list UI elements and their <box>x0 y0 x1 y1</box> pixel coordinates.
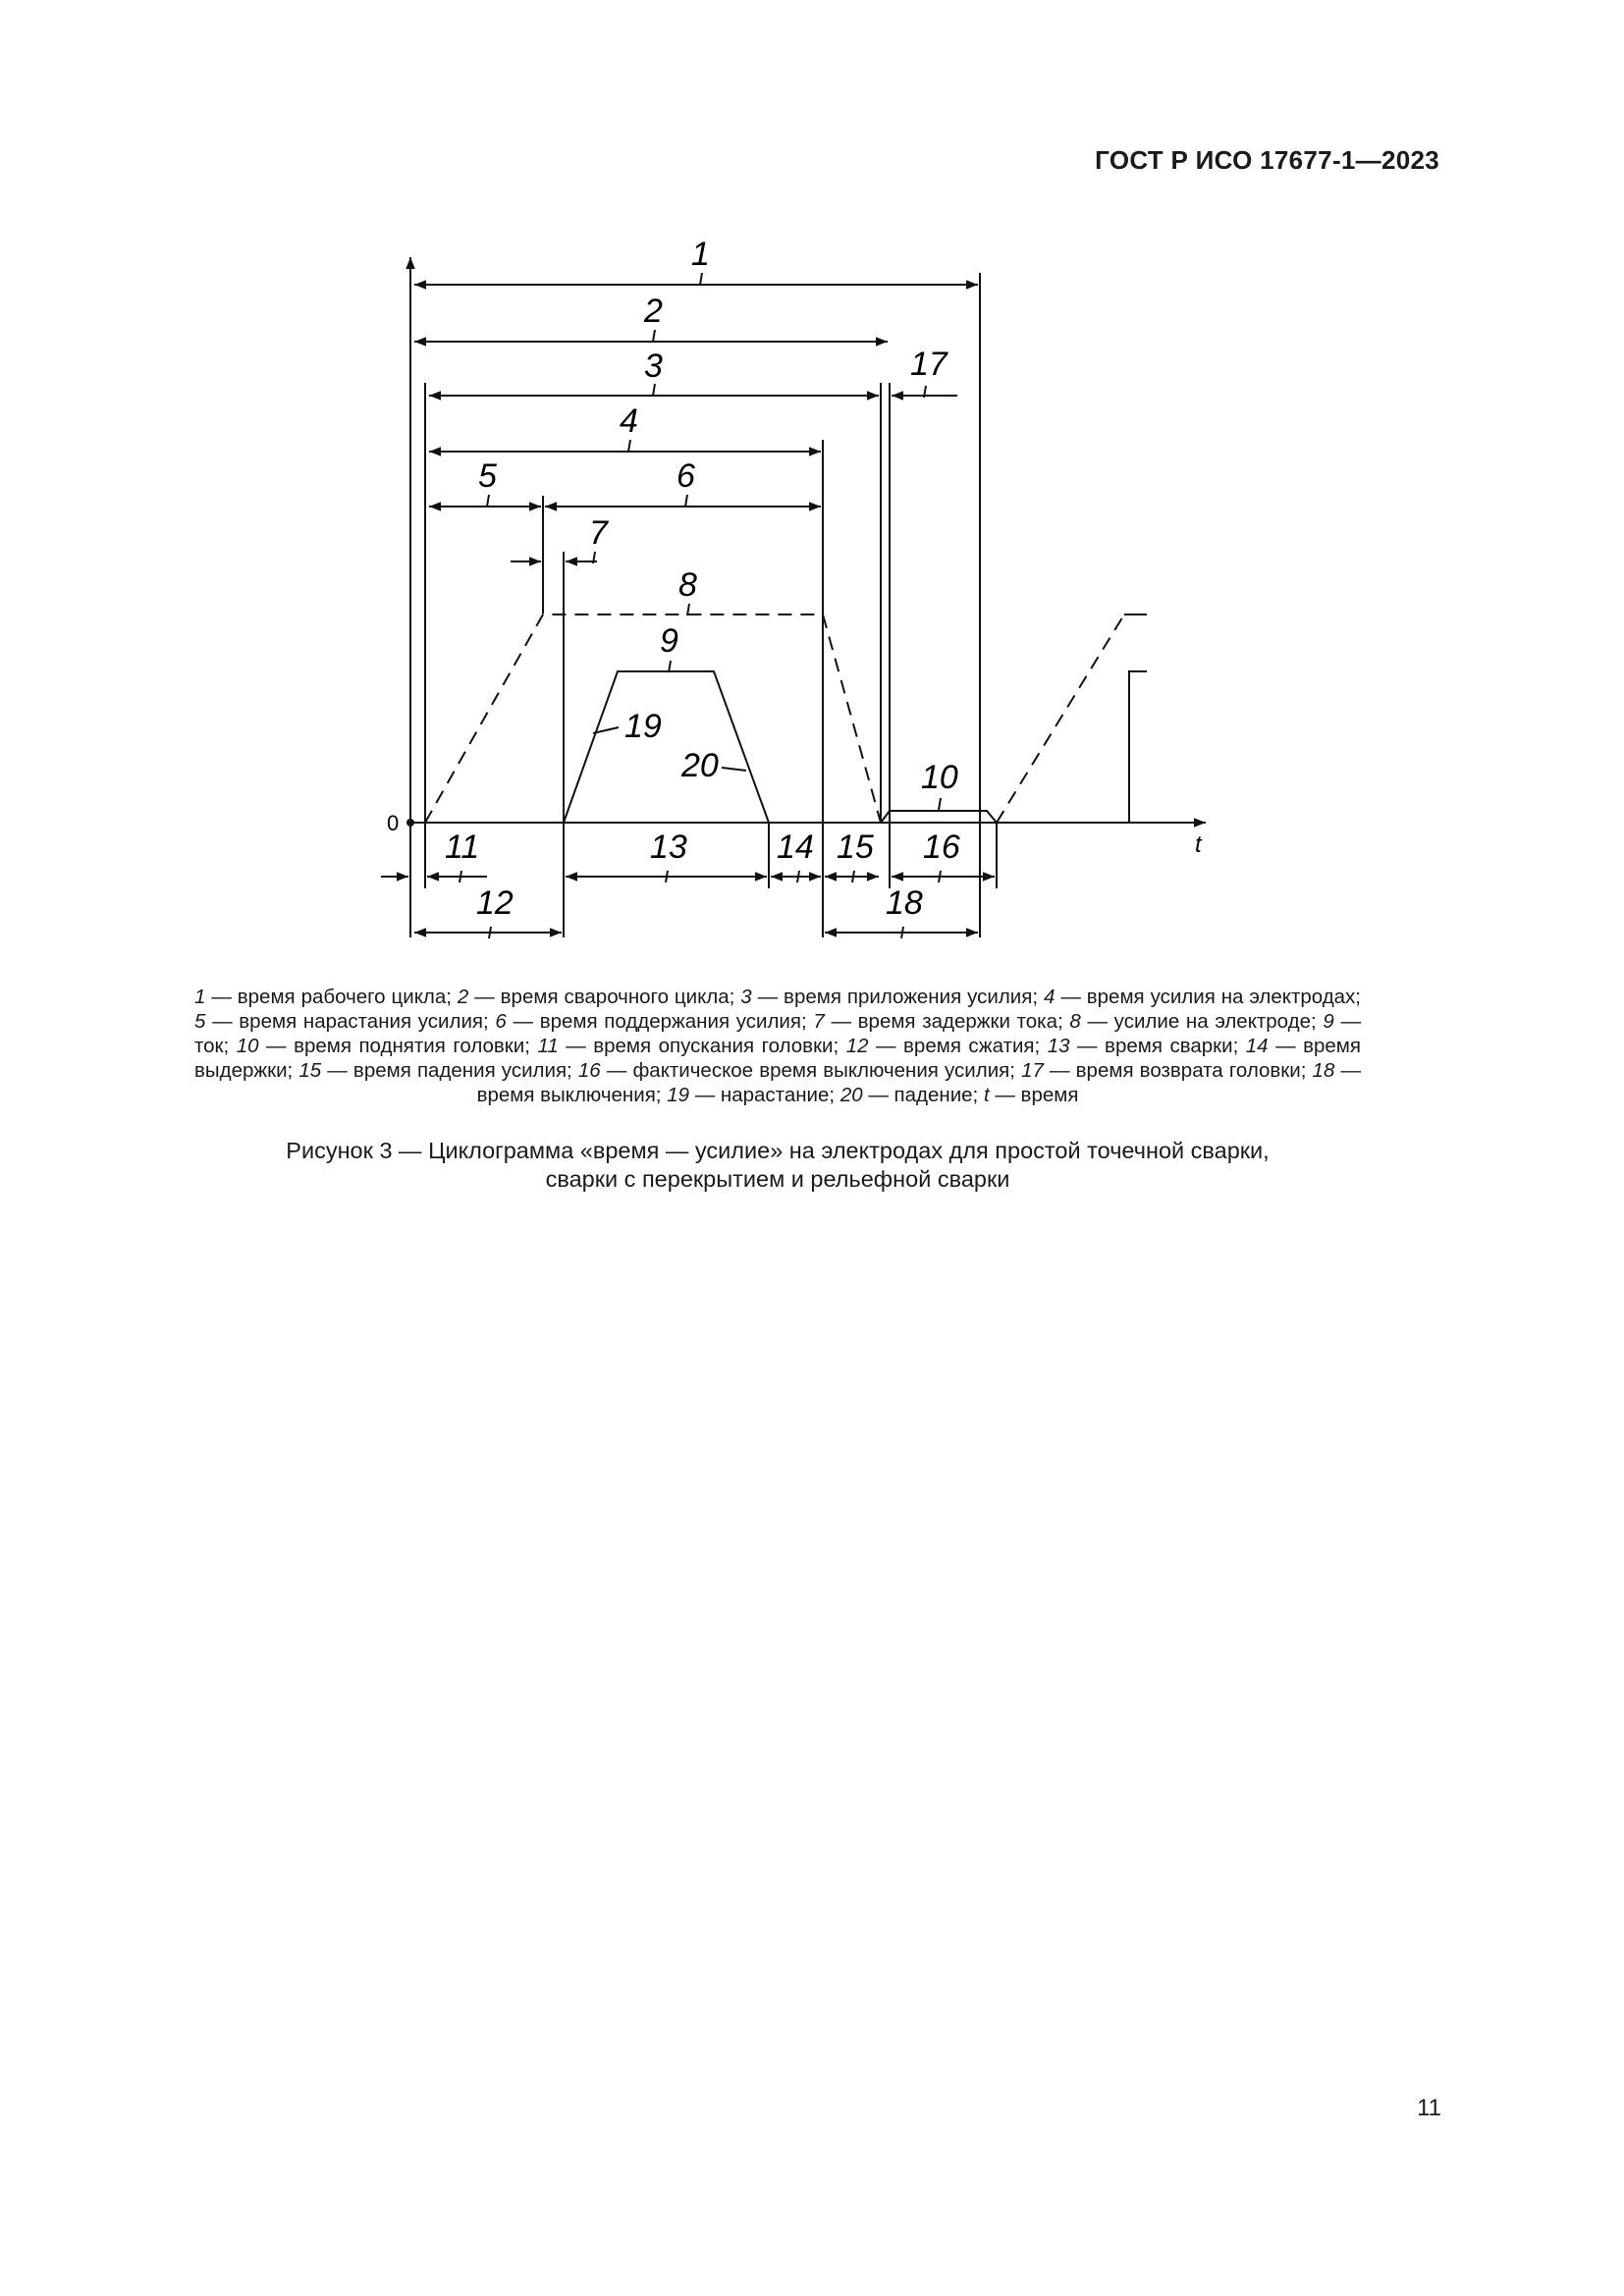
force-time-cyclogram <box>0 0 1624 982</box>
leader <box>653 384 655 396</box>
label-10: 10 <box>921 759 958 796</box>
label-7: 7 <box>589 514 608 552</box>
legend-number: 20 <box>839 1084 863 1106</box>
legend-number: 4 <box>1043 986 1056 1008</box>
label-12: 12 <box>476 884 514 922</box>
leader <box>939 871 941 882</box>
legend-number: 16 <box>577 1059 601 1082</box>
legend-text: — фактическое время выключения усилия; <box>600 1059 1022 1082</box>
leader <box>460 871 461 882</box>
legend-text: — время поднятия головки; <box>258 1035 538 1057</box>
caption-line-1: Рисунок 3 — Циклограмма «время — усилие» на электродах для простой точечной сварки, <box>286 1138 1270 1163</box>
current-curve <box>564 671 769 823</box>
label-1: 1 <box>691 236 710 273</box>
leader <box>797 871 799 882</box>
legend-text: — время сварки; <box>1069 1035 1246 1057</box>
leader <box>487 495 489 507</box>
legend-text: — время выключения; <box>476 1059 1361 1106</box>
label-2: 2 <box>644 293 663 330</box>
legend-text: — время возврата головки; <box>1043 1059 1313 1082</box>
legend-number: 11 <box>537 1035 559 1057</box>
leader <box>852 871 854 882</box>
legend-number: 14 <box>1245 1035 1269 1057</box>
legend-text: — время поддержания усилия; <box>506 1010 814 1033</box>
legend-number: 6 <box>495 1010 507 1033</box>
label-19: 19 <box>624 708 662 745</box>
next-current-step <box>1129 671 1147 823</box>
leader <box>489 927 491 938</box>
label-8: 8 <box>678 566 697 604</box>
label-13: 13 <box>650 828 687 866</box>
legend-number: 13 <box>1047 1035 1070 1057</box>
legend-number: 18 <box>1312 1059 1335 1082</box>
figure-legend <box>194 985 1361 1107</box>
legend-number: 1 <box>194 986 206 1008</box>
legend-text: — ток; <box>194 1010 1361 1057</box>
legend-text: — время падения усилия; <box>321 1059 578 1082</box>
legend-number: 8 <box>1069 1010 1081 1033</box>
origin-dot <box>406 819 414 827</box>
legend-text: — время сжатия; <box>868 1035 1048 1057</box>
legend-number: 10 <box>236 1035 259 1057</box>
leader-20 <box>722 768 746 771</box>
label-5: 5 <box>478 457 497 495</box>
legend-text: — время сварочного цикла; <box>468 986 741 1008</box>
legend-text: — падение; <box>862 1084 984 1106</box>
label-14: 14 <box>777 828 814 866</box>
leader <box>700 273 702 285</box>
legend-text: — время рабочего цикла; <box>205 986 458 1008</box>
legend-number: 7 <box>813 1010 825 1033</box>
leader <box>653 330 655 342</box>
legend-number: 15 <box>298 1059 322 1082</box>
legend-number: 12 <box>845 1035 869 1057</box>
leader <box>666 871 668 882</box>
legend-number: 3 <box>740 986 752 1008</box>
figure-caption <box>194 1137 1361 1194</box>
document-code: ГОСТ Р ИСО 17677-1—2023 <box>1095 145 1439 175</box>
legend-text: — время опускания головки; <box>558 1035 846 1057</box>
legend-text: — время выдержки; <box>194 1035 1361 1082</box>
legend-text: — время <box>989 1084 1079 1106</box>
label-9: 9 <box>660 622 678 660</box>
label-17: 17 <box>910 346 947 383</box>
legend-number: 5 <box>194 1010 206 1033</box>
label-18: 18 <box>886 884 923 922</box>
legend-text: — время нарастания усилия; <box>205 1010 496 1033</box>
legend-text: — время приложения усилия; <box>751 986 1044 1008</box>
label-4: 4 <box>620 402 638 440</box>
label-20: 20 <box>681 747 719 784</box>
label-11: 11 <box>445 828 480 866</box>
label-16: 16 <box>923 828 960 866</box>
legend-number: 17 <box>1021 1059 1044 1082</box>
leader <box>685 495 687 507</box>
label-6: 6 <box>677 457 695 495</box>
label-15: 15 <box>837 828 874 866</box>
origin-label: 0 <box>387 811 400 835</box>
leader <box>901 927 903 938</box>
caption-line-2: сварки с перекрытием и рельефной сварки <box>545 1166 1010 1192</box>
leader <box>628 440 630 452</box>
t-axis-label: t <box>1195 831 1202 858</box>
page-number: 11 <box>1417 2095 1441 2121</box>
leader <box>939 798 941 810</box>
legend-text: — нарастание; <box>689 1084 840 1106</box>
legend-text: — усилие на электроде; <box>1080 1010 1324 1033</box>
legend-text: — время усилия на электродах; <box>1055 986 1362 1008</box>
legend-number: t <box>983 1084 990 1106</box>
force-curve-repeat <box>997 614 1124 823</box>
legend-number: 2 <box>457 986 469 1008</box>
legend-number: 19 <box>667 1084 690 1106</box>
label-3: 3 <box>644 347 663 385</box>
legend-number: 9 <box>1323 1010 1334 1033</box>
legend-text: — время задержки тока; <box>824 1010 1070 1033</box>
